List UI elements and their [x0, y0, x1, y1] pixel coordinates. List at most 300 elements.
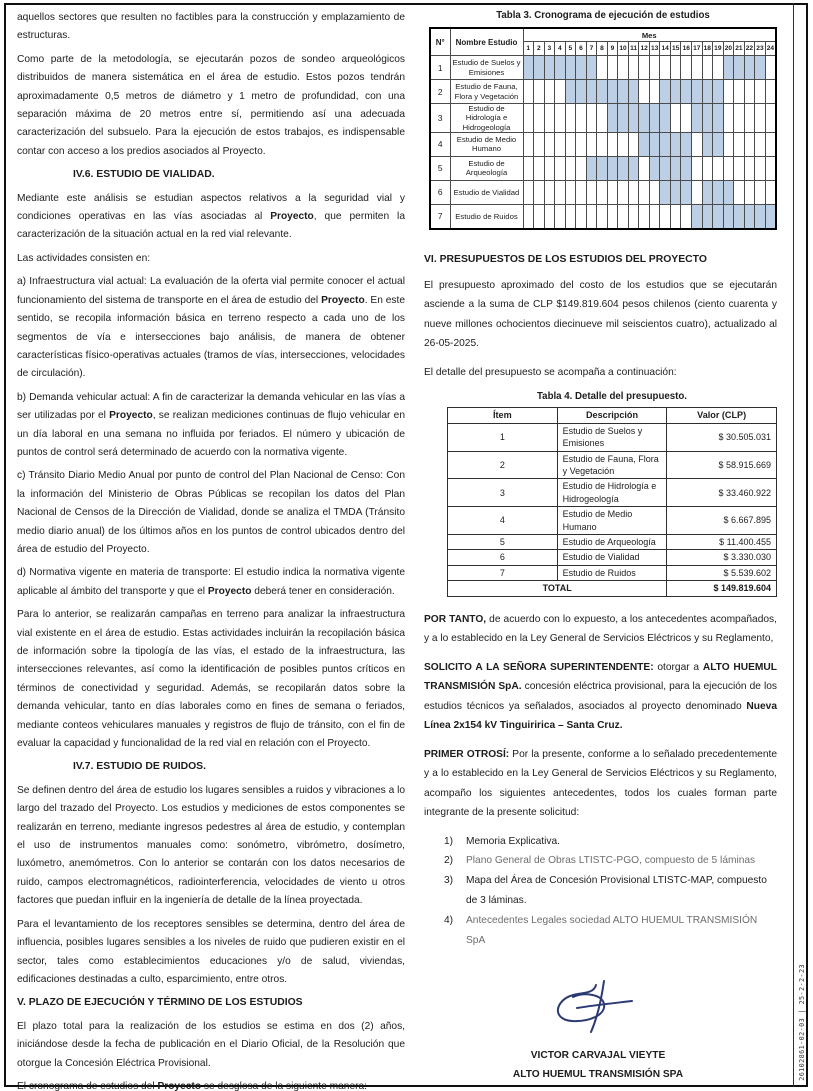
gantt-month-cell — [734, 204, 745, 229]
gantt-month-cell — [597, 56, 608, 80]
gantt-month-cell — [565, 132, 576, 156]
gantt-month-cell — [565, 156, 576, 180]
gantt-month-cell — [734, 156, 745, 180]
gantt-month-cell — [607, 180, 618, 204]
budget-item-number: 2 — [448, 451, 558, 479]
gantt-month-cell — [713, 132, 724, 156]
gantt-month-cell — [660, 56, 671, 80]
gantt-month-header: 15 — [670, 42, 681, 56]
gantt-month-cell — [744, 56, 755, 80]
gantt-month-cell — [713, 204, 724, 229]
heading-iv7-ruidos: IV.7. ESTUDIO DE RUIDOS. — [73, 761, 206, 773]
gantt-month-cell — [692, 56, 703, 80]
gantt-month-cell — [597, 204, 608, 229]
gantt-row-number: 1 — [430, 56, 450, 80]
gantt-month-cell — [597, 80, 608, 104]
budget-total-label: TOTAL — [448, 581, 667, 596]
gantt-study-name: Estudio de Fauna, Flora y Vegetación — [450, 80, 523, 104]
gantt-month-cell — [670, 80, 681, 104]
right-column — [424, 10, 777, 1084]
gantt-month-header: 16 — [681, 42, 692, 56]
gantt-month-cell — [660, 156, 671, 180]
cronograma-gantt-table — [429, 27, 777, 230]
document-id-vertical: 26102861-02-03 | 25-2-2-23 — [798, 964, 806, 1081]
gantt-month-cell — [660, 104, 671, 133]
gantt-month-cell — [576, 132, 587, 156]
attachment-item — [444, 832, 777, 852]
budget-row — [448, 507, 777, 535]
gantt-month-cell — [523, 104, 534, 133]
gantt-month-cell — [649, 80, 660, 104]
gantt-month-header: 5 — [565, 42, 576, 56]
text-segment: , que permiten la caracterización de la situación actual en la red vial relevante. — [17, 211, 405, 241]
gantt-month-cell — [660, 204, 671, 229]
budget-description: Estudio de Fauna, Flora y Vegetación — [557, 451, 667, 479]
budget-value: $ 3.330.030 — [667, 550, 777, 565]
gantt-month-header: 14 — [660, 42, 671, 56]
gantt-month-cell — [523, 180, 534, 204]
gantt-month-cell — [618, 180, 629, 204]
attachment-number: 4) — [444, 914, 454, 926]
gantt-month-cell — [534, 156, 545, 180]
gantt-month-cell — [586, 180, 597, 204]
gantt-month-cell — [734, 56, 745, 80]
gantt-month-cell — [765, 156, 776, 180]
gantt-month-cell — [534, 80, 545, 104]
budget-item-number: 7 — [448, 565, 558, 580]
gantt-month-cell — [555, 80, 566, 104]
bold-text-segment: ALTO HUEMUL TRANSMISIÓN SpA. — [424, 661, 777, 693]
attachment-text: Antecedentes Legales sociedad ALTO HUEMUL TRANSMISIÓN SpA — [466, 914, 758, 946]
gantt-month-cell — [723, 80, 734, 104]
budget-value: $ 30.505.031 — [667, 423, 777, 451]
gantt-month-cell — [765, 80, 776, 104]
gantt-month-header: 3 — [544, 42, 555, 56]
gantt-month-cell — [544, 80, 555, 104]
paragraph-cronograma-intro — [17, 1078, 405, 1091]
gantt-month-cell — [607, 132, 618, 156]
gantt-month-cell — [765, 180, 776, 204]
gantt-month-cell — [618, 56, 629, 80]
gantt-col-mes: Mes — [523, 28, 776, 42]
gantt-month-cell — [576, 104, 587, 133]
paragraph-campanas: Para lo anterior, se realizarán campañas en terreno para analizar la infraestructura vial existente en el área de estudio. Estas actividades incluirán la recopilación básica de información sobre la tipología de las vías, el estado de la infraestructura, las intersecciones relevantes, así como la identificación de posibles puntos críticos en términos de conectividad y seguridad. Además, se recopilarán datos sobre la demanda vehicular, tanto en días laborales como en fines de semana o feriados, mediante conteos vehiculares manuales y registros de flujo de tránsito, con el fin de evaluar la capacidad y funcionalidad de la red vial en relación con el Proyecto. — [17, 609, 405, 750]
gantt-month-header: 19 — [713, 42, 724, 56]
budget-total-row — [448, 581, 777, 596]
gantt-month-header: 13 — [649, 42, 660, 56]
attachment-number: 3) — [444, 875, 454, 887]
gantt-row — [430, 132, 776, 156]
left-column — [17, 9, 405, 1091]
gantt-month-cell — [713, 80, 724, 104]
gantt-month-cell — [555, 56, 566, 80]
gantt-month-cell — [713, 104, 724, 133]
gantt-row-number: 7 — [430, 204, 450, 229]
paragraph-ruidos-1: Se definen dentro del área de estudio los lugares sensibles a ruidos y vibraciones a lo largo del trazado del Proyecto. Los estudios y mediciones de estos componentes se realizarán en terreno, mediante ingresos pedestres al área de estudio, y contemplan el uso de instrumentos manuales como: sonómetro, vibrómetro, dosímetro, luxómetro, anemómetros. Con lo anterior se contarán con los datos necesarios de ruido, campos electromagnéticos, radiointerferencia, velocidades de viento u otros factores que puedan influir en la ingeniería de detalle de la línea proyectada. — [17, 784, 405, 907]
gantt-month-cell — [670, 56, 681, 80]
bold-text-segment: Proyecto — [157, 1080, 202, 1091]
paragraph-plazo: El plazo total para la realización de los estudios se estima en dos (2) años, iniciándose desde la fecha de publicación en el Diario Oficial, de la Resolución que otorgue la Concesión Eléctrica Provisional. — [17, 1020, 405, 1069]
paragraph-solicito — [424, 658, 777, 736]
gantt-month-cell — [744, 156, 755, 180]
budget-item-number: 1 — [448, 423, 558, 451]
gantt-month-cell — [607, 204, 618, 229]
gantt-row — [430, 56, 776, 80]
attachment-text: Plano General de Obras LTISTC-PGO, compuesto de 5 láminas — [466, 855, 756, 867]
attachment-text: Memoria Explicativa. — [466, 835, 560, 847]
text-segment: concesión eléctrica provisional, para la ejecución de los estudios técnicos ya señalados, asociados al proyecto denominado — [424, 681, 777, 712]
gantt-month-cell — [628, 56, 639, 80]
budget-description: Estudio de Arqueología — [557, 535, 667, 550]
gantt-month-cell — [555, 204, 566, 229]
gantt-month-cell — [576, 56, 587, 80]
gantt-month-cell — [744, 132, 755, 156]
paragraph-vialidad-intro — [17, 190, 405, 245]
heading-iv6-vialidad: IV.6. ESTUDIO DE VIALIDAD. — [73, 169, 215, 181]
gantt-month-cell — [565, 204, 576, 229]
text-segment: a) Infraestructura vial actual: La evaluación de la oferta vial permite conocer el actual funcionamiento del sistema de transporte en el área de estudio del — [17, 276, 405, 306]
gantt-month-cell — [723, 56, 734, 80]
gantt-month-cell — [702, 132, 713, 156]
gantt-study-name: Estudio de Vialidad — [450, 180, 523, 204]
gantt-month-cell — [555, 132, 566, 156]
gantt-month-cell — [544, 104, 555, 133]
budget-total-value: $ 149.819.604 — [667, 581, 777, 596]
bold-text-segment: Nueva Línea 2x154 kV Tinguiririca – Santa Cruz. — [424, 700, 777, 732]
gantt-month-cell — [670, 204, 681, 229]
budget-description: Estudio de Medio Humano — [557, 507, 667, 535]
gantt-month-cell — [586, 104, 597, 133]
gantt-month-header: 6 — [576, 42, 587, 56]
gantt-month-cell — [544, 56, 555, 80]
gantt-month-cell — [565, 180, 576, 204]
gantt-row — [430, 204, 776, 229]
gantt-month-cell — [639, 56, 650, 80]
gantt-month-cell — [586, 80, 597, 104]
gantt-month-cell — [692, 80, 703, 104]
gantt-month-header: 17 — [692, 42, 703, 56]
gantt-month-cell — [670, 180, 681, 204]
text-segment: Por la presente, conforme a lo señalado precedentemente y a lo establecido en la Ley General de Servicios Eléctricos y su Reglamento, acompaño los siguientes antecedentes, todos los cuales forman parte integrante de la presente solicitud: — [424, 748, 778, 819]
gantt-month-cell — [723, 132, 734, 156]
gantt-month-cell — [586, 156, 597, 180]
gantt-month-cell — [628, 132, 639, 156]
gantt-month-cell — [555, 104, 566, 133]
gantt-month-cell — [765, 204, 776, 229]
gantt-row-number: 6 — [430, 180, 450, 204]
gantt-month-cell — [576, 156, 587, 180]
budget-description: Estudio de Vialidad — [557, 550, 667, 565]
gantt-month-cell — [607, 156, 618, 180]
gantt-month-cell — [534, 104, 545, 133]
gantt-month-cell — [618, 132, 629, 156]
gantt-row-number: 2 — [430, 80, 450, 104]
gantt-month-cell — [702, 56, 713, 80]
gantt-month-cell — [755, 132, 766, 156]
budget-item-number: 5 — [448, 535, 558, 550]
gantt-month-cell — [565, 80, 576, 104]
text-segment: . En este sentido, se recopila información básica en terreno respecto a cada uno de los segmentos de vía e intersecciones bajo análisis, de manera de obtener características físico-operativas actuales (tramos de vías, intersecciones, velocidades de circulación). — [17, 294, 405, 380]
gantt-col-nombre: Nombre Estudio — [450, 28, 523, 56]
gantt-month-cell — [586, 132, 597, 156]
gantt-month-cell — [597, 180, 608, 204]
gantt-month-cell — [723, 180, 734, 204]
budget-item-number: 6 — [448, 550, 558, 565]
paragraph-detalle: El detalle del presupuesto se acompaña a continuación: — [424, 366, 677, 378]
budget-item-number: 4 — [448, 507, 558, 535]
gantt-month-cell — [755, 156, 766, 180]
bold-text-segment: Proyecto — [270, 211, 314, 223]
gantt-month-cell — [639, 132, 650, 156]
signatory-name: VICTOR CARVAJAL VIEYTE — [530, 1050, 666, 1062]
attachment-text: Mapa del Área de Concesión Provisional LTISTC-MAP, compuesto de 3 láminas. — [466, 875, 767, 907]
gantt-study-name: Estudio de Hidrología e Hidrogeología — [450, 104, 523, 133]
gantt-month-cell — [544, 204, 555, 229]
table4-title: Tabla 4. Detalle del presupuesto. — [536, 391, 688, 403]
gantt-month-cell — [713, 56, 724, 80]
gantt-month-cell — [755, 180, 766, 204]
gantt-month-cell — [576, 180, 587, 204]
paragraph-item-c: c) Tránsito Diario Medio Anual por punto de control del Plan Nacional de Censo: Con la información del Ministerio de Obras Públicas se recopilan los datos del Plan Nacional de Censos de la Dirección de Vialidad, donde se analiza el TMDA (Tránsito medio diario anual) de los últimos años en los puntos de control ubicados dentro del área de estudio del Proyecto. — [17, 470, 405, 555]
budget-row — [448, 479, 777, 507]
gantt-month-cell — [628, 156, 639, 180]
paragraph-item-b — [17, 389, 405, 463]
paragraph-presupuesto: El presupuesto aproximado del costo de los estudios que se ejecutarán asciende a la suma de CLP $149.819.604 pesos chilenos (ciento cuarenta y nueve millones ochocientos diecinueve mil seiscientos cuatro), actualizado al 26-05-2025. — [424, 279, 777, 350]
gantt-month-cell — [660, 180, 671, 204]
gantt-month-cell — [713, 180, 724, 204]
gantt-month-cell — [660, 80, 671, 104]
budget-header: Valor (CLP) — [667, 408, 777, 423]
budget-row — [448, 565, 777, 580]
gantt-month-cell — [534, 204, 545, 229]
text-segment: El cronograma de estudios del — [17, 1080, 158, 1091]
gantt-month-cell — [670, 132, 681, 156]
bold-text-segment: Proyecto — [109, 410, 153, 422]
gantt-month-header: 23 — [755, 42, 766, 56]
gantt-month-cell — [702, 80, 713, 104]
paragraph-ruidos-2: Para el levantamiento de los receptores sensibles se determina, dentro del área de influencia, posibles lugares sensibles a los niveles de ruido que pudieren existir en el sector, tales como establecimientos educaciones y/o de salud, viviendas, edificaciones destinadas a culto, esparcimiento, entre otros. — [17, 918, 405, 985]
gantt-month-cell — [692, 180, 703, 204]
budget-description: Estudio de Hidrología e Hidrogeología — [557, 479, 667, 507]
gantt-month-cell — [586, 56, 597, 80]
gantt-row-number: 5 — [430, 156, 450, 180]
gantt-month-cell — [692, 156, 703, 180]
gantt-month-header: 9 — [607, 42, 618, 56]
gantt-month-header: 2 — [534, 42, 545, 56]
gantt-month-cell — [544, 156, 555, 180]
gantt-month-cell — [534, 132, 545, 156]
budget-value: $ 58.915.669 — [667, 451, 777, 479]
table3-title: Tabla 3. Cronograma de ejecución de estudios — [496, 10, 710, 21]
gantt-month-cell — [692, 132, 703, 156]
gantt-row-number: 3 — [430, 104, 450, 133]
presupuesto-table — [447, 407, 777, 596]
gantt-month-cell — [523, 204, 534, 229]
gantt-month-cell — [744, 180, 755, 204]
gantt-month-cell — [586, 204, 597, 229]
signatory-company: ALTO HUEMUL TRANSMISIÓN SPA — [512, 1069, 684, 1081]
gantt-month-header: 12 — [639, 42, 650, 56]
gantt-month-cell — [639, 80, 650, 104]
gantt-month-cell — [681, 180, 692, 204]
gantt-month-cell — [597, 132, 608, 156]
gantt-month-cell — [734, 80, 745, 104]
paragraph-item-a — [17, 273, 405, 383]
text-segment: Mediante este análisis se estudian aspectos relativos a la seguridad vial y condiciones operativas en las vías asociadas al — [17, 192, 405, 223]
gantt-month-cell — [523, 56, 534, 80]
gantt-month-cell — [628, 180, 639, 204]
gantt-month-cell — [723, 104, 734, 133]
gantt-month-cell — [628, 104, 639, 133]
gantt-row — [430, 80, 776, 104]
attachment-number: 2) — [444, 855, 454, 867]
text-segment: de acuerdo con lo expuesto, a los antecedentes acompañados, y a lo establecido en la Ley General de Servicios Eléctricos y su Reglamento, — [424, 613, 777, 645]
gantt-month-cell — [681, 156, 692, 180]
budget-value: $ 11.400.455 — [667, 535, 777, 550]
bold-text-segment: Proyecto — [321, 294, 365, 306]
gantt-month-cell — [681, 56, 692, 80]
text-segment: otorgar a — [653, 661, 703, 673]
gantt-month-cell — [565, 56, 576, 80]
gantt-month-cell — [576, 204, 587, 229]
gantt-month-cell — [649, 180, 660, 204]
gantt-month-cell — [555, 156, 566, 180]
gantt-month-cell — [649, 156, 660, 180]
gantt-month-cell — [618, 104, 629, 133]
gantt-row-number: 4 — [430, 132, 450, 156]
gantt-month-header: 7 — [586, 42, 597, 56]
gantt-month-cell — [755, 204, 766, 229]
gantt-month-cell — [765, 104, 776, 133]
gantt-month-cell — [597, 104, 608, 133]
gantt-month-cell — [555, 180, 566, 204]
gantt-month-cell — [523, 80, 534, 104]
gantt-month-cell — [681, 204, 692, 229]
gantt-month-header: 4 — [555, 42, 566, 56]
gantt-month-cell — [681, 80, 692, 104]
text-segment: deberá tener en consideración. — [251, 585, 395, 597]
gantt-month-cell — [702, 204, 713, 229]
gantt-month-header: 18 — [702, 42, 713, 56]
paragraph-actividades: Las actividades consisten en: — [17, 252, 151, 264]
bold-text-segment: PRIMER OTROSÍ: — [424, 748, 510, 760]
text-segment: , se realizan mediciones continuas de flujo vehicular en un día laboral en una semana no influida por feriados. El número y ubicación de puntos de control será determinado de acuerdo con la normativa vigente. — [17, 410, 405, 458]
gantt-month-cell — [692, 104, 703, 133]
gantt-month-cell — [670, 156, 681, 180]
gantt-month-cell — [765, 56, 776, 80]
paragraph-sectores: aquellos sectores que resulten no factibles para la construcción y emplazamiento de estructuras. — [17, 12, 405, 42]
gantt-month-header: 8 — [597, 42, 608, 56]
budget-row — [448, 535, 777, 550]
gantt-month-cell — [670, 104, 681, 133]
gantt-month-cell — [649, 132, 660, 156]
gantt-month-cell — [765, 132, 776, 156]
budget-header: Descripción — [557, 408, 667, 423]
gantt-month-header: 24 — [765, 42, 776, 56]
gantt-month-cell — [534, 180, 545, 204]
gantt-month-cell — [639, 204, 650, 229]
gantt-month-cell — [723, 156, 734, 180]
gantt-row — [430, 180, 776, 204]
gantt-month-header: 22 — [744, 42, 755, 56]
gantt-month-cell — [639, 180, 650, 204]
gantt-month-cell — [681, 132, 692, 156]
gantt-row — [430, 156, 776, 180]
signature-scribble — [533, 978, 663, 1036]
gantt-month-cell — [755, 80, 766, 104]
gantt-month-cell — [544, 180, 555, 204]
gantt-study-name: Estudio de Arqueología — [450, 156, 523, 180]
gantt-month-cell — [681, 104, 692, 133]
gantt-month-cell — [713, 156, 724, 180]
gantt-month-cell — [744, 204, 755, 229]
gantt-col-n: N° — [430, 28, 450, 56]
gantt-month-cell — [639, 104, 650, 133]
gantt-month-header: 1 — [523, 42, 534, 56]
paragraph-por-tanto — [424, 610, 777, 649]
gantt-month-cell — [576, 80, 587, 104]
gantt-month-cell — [628, 204, 639, 229]
gantt-month-cell — [692, 204, 703, 229]
gantt-month-cell — [755, 104, 766, 133]
heading-v-plazo: V. PLAZO DE EJECUCIÓN Y TÉRMINO DE LOS ESTUDIOS — [17, 997, 303, 1009]
paragraph-primer-otrosi — [424, 745, 777, 823]
gantt-study-name: Estudio de Ruidos — [450, 204, 523, 229]
gantt-month-cell — [618, 80, 629, 104]
gantt-month-header: 20 — [723, 42, 734, 56]
budget-value: $ 33.460.922 — [667, 479, 777, 507]
gantt-month-cell — [544, 132, 555, 156]
gantt-month-cell — [660, 132, 671, 156]
gantt-month-cell — [607, 56, 618, 80]
gantt-month-cell — [702, 180, 713, 204]
gantt-month-cell — [734, 132, 745, 156]
gantt-month-cell — [565, 104, 576, 133]
gantt-month-cell — [649, 56, 660, 80]
budget-item-number: 3 — [448, 479, 558, 507]
budget-description: Estudio de Suelos y Emisiones — [557, 423, 667, 451]
heading-vi-presupuestos: VI. PRESUPUESTOS DE LOS ESTUDIOS DEL PROYECTO — [424, 253, 707, 265]
gantt-month-cell — [649, 204, 660, 229]
budget-row — [448, 550, 777, 565]
text-segment: se desglosa de la siguiente manera: — [201, 1080, 367, 1091]
bold-text-segment: Proyecto — [207, 585, 252, 597]
text-segment: b) Demanda vehicular actual: A fin de caracterizar la demanda vehicular en las vías a ser utilizadas por el — [17, 391, 405, 422]
gantt-study-name: Estudio de Medio Humano — [450, 132, 523, 156]
budget-value: $ 5.539.602 — [667, 565, 777, 580]
paragraph-metodologia: Como parte de la metodología, se ejecutarán pozos de sondeo arqueológicos distribuidos de manera sistemática en el área de estudio. Estos pozos tendrán aproximadamente 0,5 metros de diámetro y 1 metro de profundidad, con una separación máxima de 20 metros entre sí, permitiendo así una adecuada caracterización del subsuelo. Para la ejecución de estos trabajos, es indispensable contar con acceso a los predios asociados al Proyecto. — [17, 53, 405, 157]
attachment-item — [444, 871, 777, 911]
gantt-month-cell — [702, 156, 713, 180]
gantt-month-cell — [702, 104, 713, 133]
budget-row — [448, 423, 777, 451]
gantt-month-cell — [734, 104, 745, 133]
gantt-month-header: 10 — [618, 42, 629, 56]
gantt-month-cell — [639, 156, 650, 180]
gantt-month-cell — [649, 104, 660, 133]
gantt-month-cell — [618, 156, 629, 180]
gantt-month-cell — [744, 104, 755, 133]
gantt-month-cell — [734, 180, 745, 204]
budget-description: Estudio de Ruidos — [557, 565, 667, 580]
gantt-month-cell — [597, 156, 608, 180]
budget-header: Ítem — [448, 408, 558, 423]
signature-block — [424, 978, 772, 1084]
paragraph-item-d — [17, 564, 405, 601]
attachment-number: 1) — [444, 835, 454, 847]
gantt-month-header: 11 — [628, 42, 639, 56]
gantt-month-cell — [523, 156, 534, 180]
